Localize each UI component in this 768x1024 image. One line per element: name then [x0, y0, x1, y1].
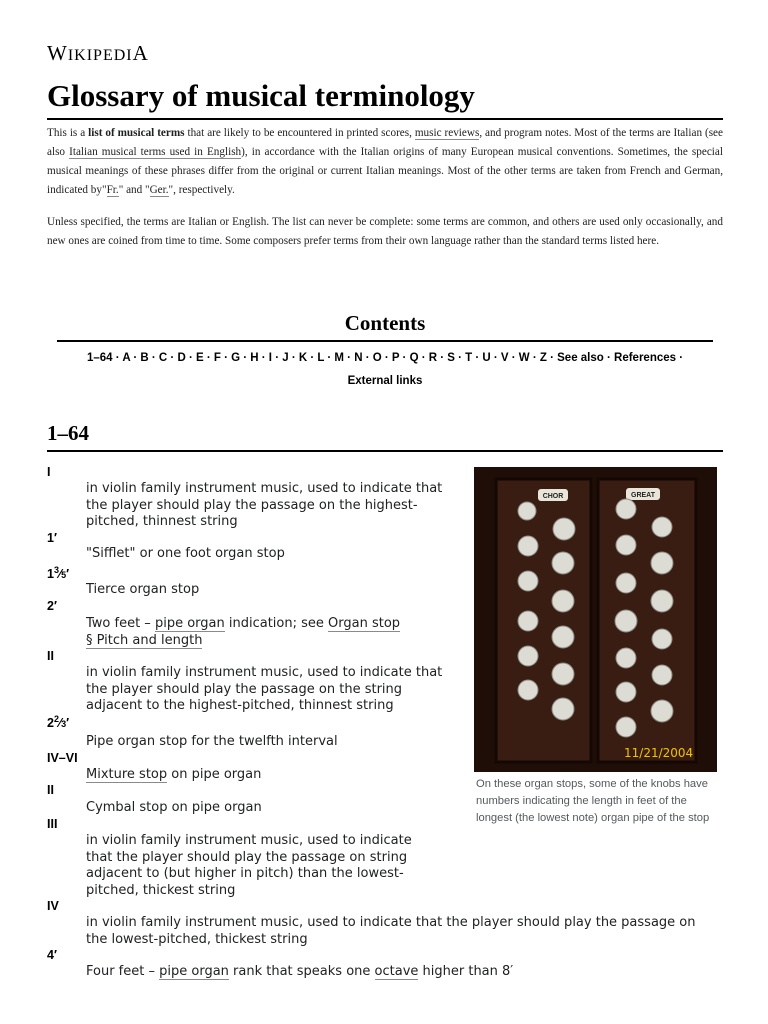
- term: I: [47, 465, 51, 479]
- term: 1′: [47, 531, 57, 545]
- definition: in violin family instrument music, used to indicate that the player should play the passage on the highest-pitched, thinnest string: [86, 481, 443, 529]
- pipe-organ-link[interactable]: pipe organ: [154, 616, 225, 631]
- stop-knob: [552, 698, 574, 720]
- stop-knob: [652, 665, 672, 685]
- definition: Pipe organ stop for the twelfth interval: [86, 734, 338, 749]
- definition: Four feet – pipe organ rank that speaks one octave higher than 8′: [86, 964, 514, 979]
- intro-paragraph-2: Unless specified, the terms are Italian or English. The list can never be complete: some terms are common, and others are used only occasionally, and new ones are coined from time to time. Some composers prefer terms from their own language rather than the standard terms listed here.: [47, 216, 723, 247]
- definition: in violin family instrument music, used to indicate that the player should play the passage on string adjacent to (but higher in pitch) than the lowest-pitched, thickest string: [86, 833, 412, 898]
- stop-knob: [552, 663, 574, 685]
- great-label: GREAT: [631, 492, 655, 499]
- term: III: [47, 817, 58, 831]
- stop-knob: [616, 535, 636, 555]
- stop-knob: [518, 502, 536, 520]
- term: 2′: [47, 599, 57, 613]
- stop-knob: [552, 590, 574, 612]
- definition: in violin family instrument music, used to indicate that the player should play the passage on the string adjacent to the highest-pitched, thinnest string: [86, 665, 443, 713]
- stop-knob: [518, 680, 538, 700]
- term: $1^3⁄5'$: [47, 565, 70, 582]
- stop-knob: [518, 646, 538, 666]
- page-title: Glossary of musical terminology: [47, 78, 723, 120]
- figure-caption: On these organ stops, some of the knobs have numbers indicating the length in feet of the longest (the lowest note) organ pipe of the stop: [476, 778, 710, 824]
- stop-knob: [652, 629, 672, 649]
- stop-knob: [652, 517, 672, 537]
- section-heading: 1–64: [47, 421, 723, 452]
- left-panel: [496, 479, 591, 762]
- term: $2^2⁄3'$: [47, 714, 70, 731]
- wordmark-initial: W: [47, 41, 68, 65]
- term: IV–VI: [47, 751, 78, 765]
- contents-line-1[interactable]: 1–64 · A · B · C · D · E · F · G · H · I · J · K · L · M · N · O · P · Q · R · S · T · U · V · W · Z · See also · References ·: [86, 352, 684, 364]
- pitch-length-link[interactable]: § Pitch and length: [86, 632, 203, 648]
- stop-knob: [518, 571, 538, 591]
- stop-knob: [616, 682, 636, 702]
- wikipedia-wordmark[interactable]: [47, 41, 149, 66]
- stop-knob: [615, 610, 637, 632]
- contents-title: Contents: [57, 311, 713, 342]
- music-reviews-link[interactable]: music reviews: [414, 127, 480, 139]
- contents-links[interactable]: [57, 347, 713, 393]
- organ-stops-figure[interactable]: [474, 467, 717, 772]
- stop-knob: [518, 536, 538, 556]
- stop-knob: [616, 573, 636, 593]
- right-panel: [598, 479, 696, 762]
- definition: in violin family instrument music, used to indicate that the player should play the passage on the lowest-pitched, thickest string: [86, 915, 696, 947]
- term: II: [47, 649, 54, 663]
- stop-knob: [552, 626, 574, 648]
- mixture-stop-link[interactable]: Mixture stop: [86, 767, 168, 782]
- definition: Two feet – pipe organ indication; see Organ stop § Pitch and length: [86, 616, 401, 648]
- contents-line-2[interactable]: External links: [347, 375, 423, 387]
- pipe-organ-link[interactable]: pipe organ: [159, 964, 229, 979]
- stop-knob: [616, 499, 636, 519]
- stop-knob: [651, 700, 673, 722]
- term: IV: [47, 899, 59, 913]
- organ-stop-link[interactable]: Organ stop: [328, 616, 401, 631]
- wordmark-final: A: [132, 41, 149, 65]
- stop-knob: [552, 552, 574, 574]
- octave-link[interactable]: octave: [374, 964, 419, 979]
- intro-paragraph-1: This is a list of musical terms that are likely to be encountered in printed scores, music reviews, and program notes. Most of the terms are Italian (see also Italian musical terms used in English), in accordance with the Italian origins of many European musical conventions. Sometimes, the special musical meanings of these phrases differ from the original or current Italian meanings. Most of the other terms are taken from French and German, indicated by"Fr." and "Ger.", respectively.: [47, 127, 723, 196]
- stop-knob: [616, 717, 636, 737]
- stop-knob: [518, 611, 538, 631]
- stop-knob: [616, 648, 636, 668]
- stop-knob: [651, 552, 673, 574]
- definition: Cymbal stop on pipe organ: [86, 800, 262, 815]
- french-link[interactable]: Fr.: [106, 184, 119, 196]
- italian-terms-link[interactable]: Italian musical terms used in English: [69, 146, 242, 158]
- term: II: [47, 783, 54, 797]
- stop-knob: [553, 518, 575, 540]
- chor-label: CHOR: [542, 493, 564, 500]
- german-link[interactable]: Ger.: [149, 184, 169, 196]
- organ-stops-photo[interactable]: [474, 467, 717, 772]
- definition: Mixture stop on pipe organ: [86, 767, 262, 782]
- stop-knob: [651, 590, 673, 612]
- term: 4′: [47, 948, 57, 962]
- photo-date-stamp: 11/21/2004: [624, 746, 694, 760]
- definition: "Sifflet" or one foot organ stop: [86, 546, 285, 561]
- wordmark-middle: IKIPEDI: [67, 47, 133, 64]
- definition: Tierce organ stop: [86, 582, 200, 597]
